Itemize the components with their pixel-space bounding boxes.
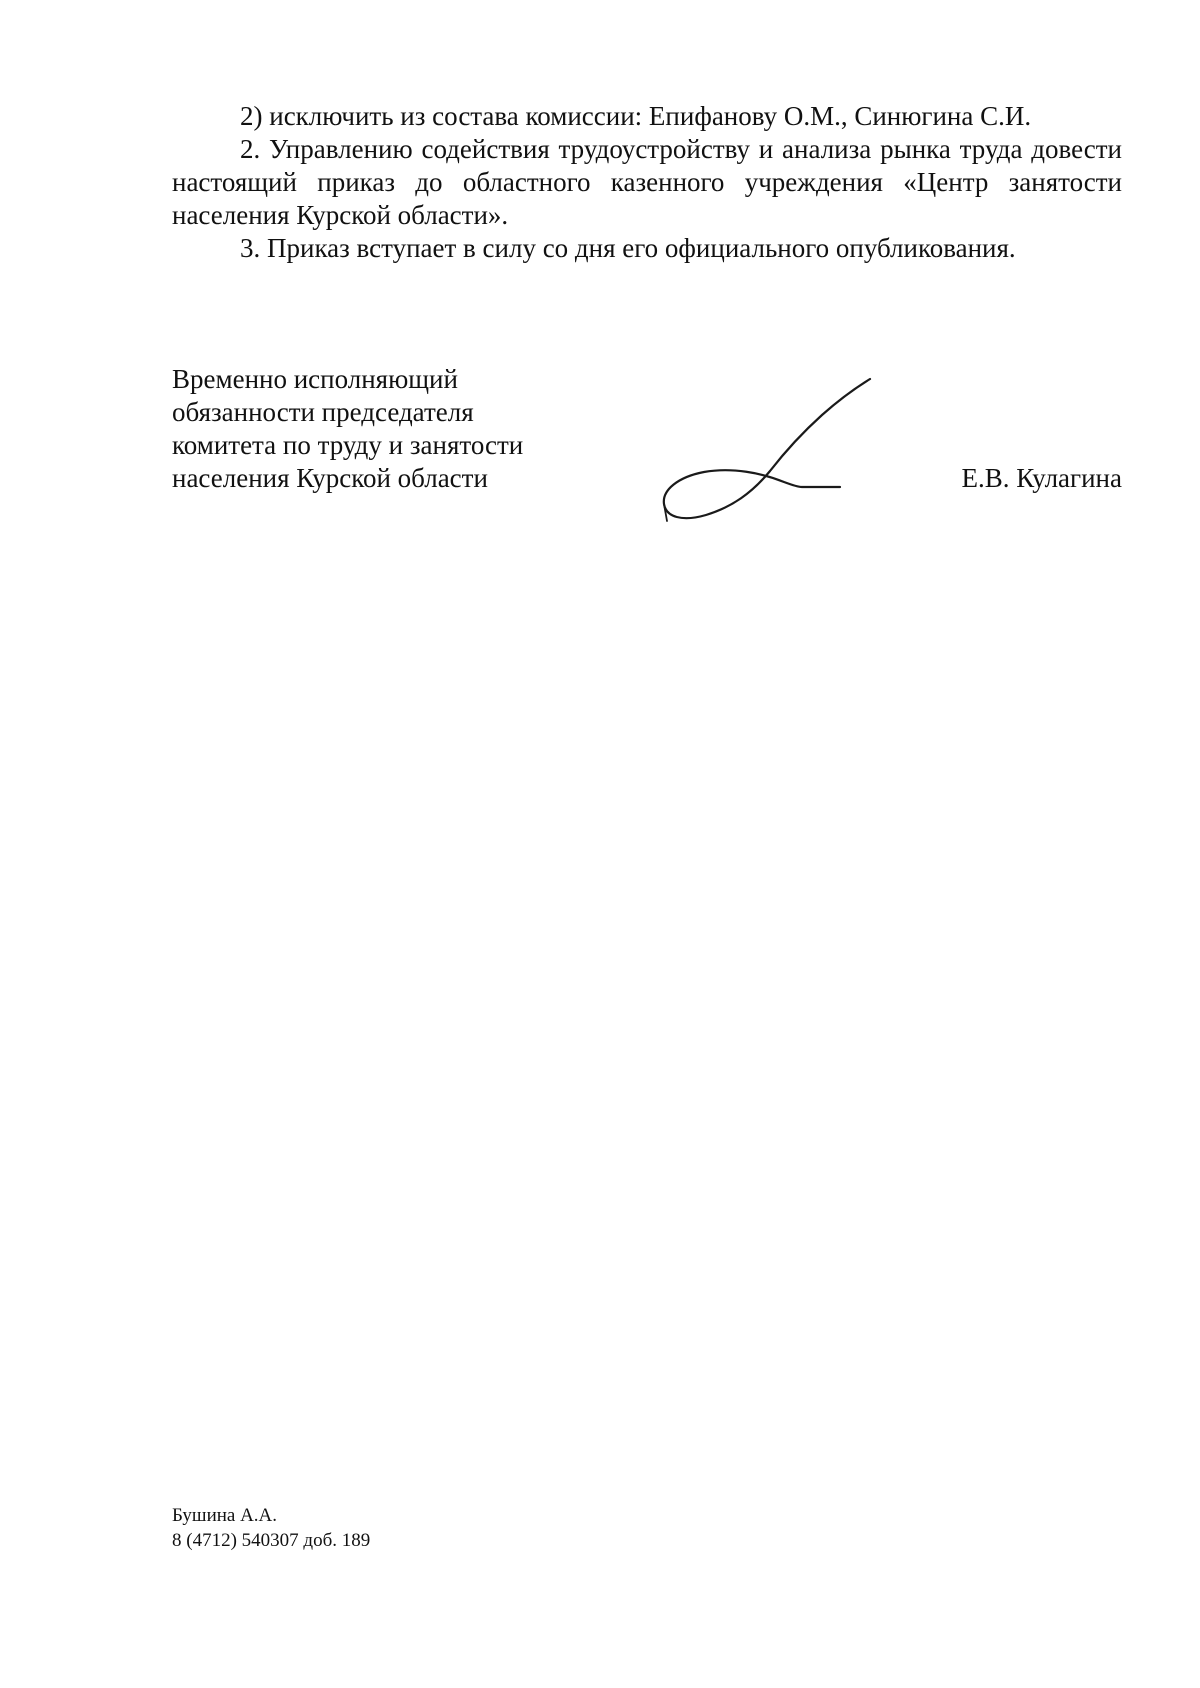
signature-block <box>172 363 1122 543</box>
signer-name: Е.В. Кулагина <box>961 463 1122 493</box>
executor-info <box>172 1503 370 1553</box>
paragraph-effective-date: 3. Приказ вступает в силу со дня его официального опубликования. <box>240 233 1016 263</box>
paragraph-instruction-department: 2. Управлению содействия трудоустройству и анализа рынка труда довести настоящий приказ до областного казенного учреждения «Центр занятости населения Курской области». <box>172 134 1122 230</box>
document-body <box>172 100 1122 265</box>
signer-position-line: обязанности председателя <box>172 397 474 427</box>
signer-position <box>172 363 523 495</box>
executor-phone: 8 (4712) 540307 доб. 189 <box>172 1530 371 1551</box>
handwritten-signature <box>652 377 882 537</box>
signer-position-line: Временно исполняющий <box>172 364 458 394</box>
executor-name: Бушина А.А. <box>172 1505 278 1526</box>
signer-position-line: комитета по труду и занятости <box>172 430 524 460</box>
signer-position-line: населения Курской области <box>172 463 488 493</box>
paragraph-exclude-members: 2) исключить из состава комиссии: Епифанову О.М., Синюгина С.И. <box>240 101 1032 131</box>
